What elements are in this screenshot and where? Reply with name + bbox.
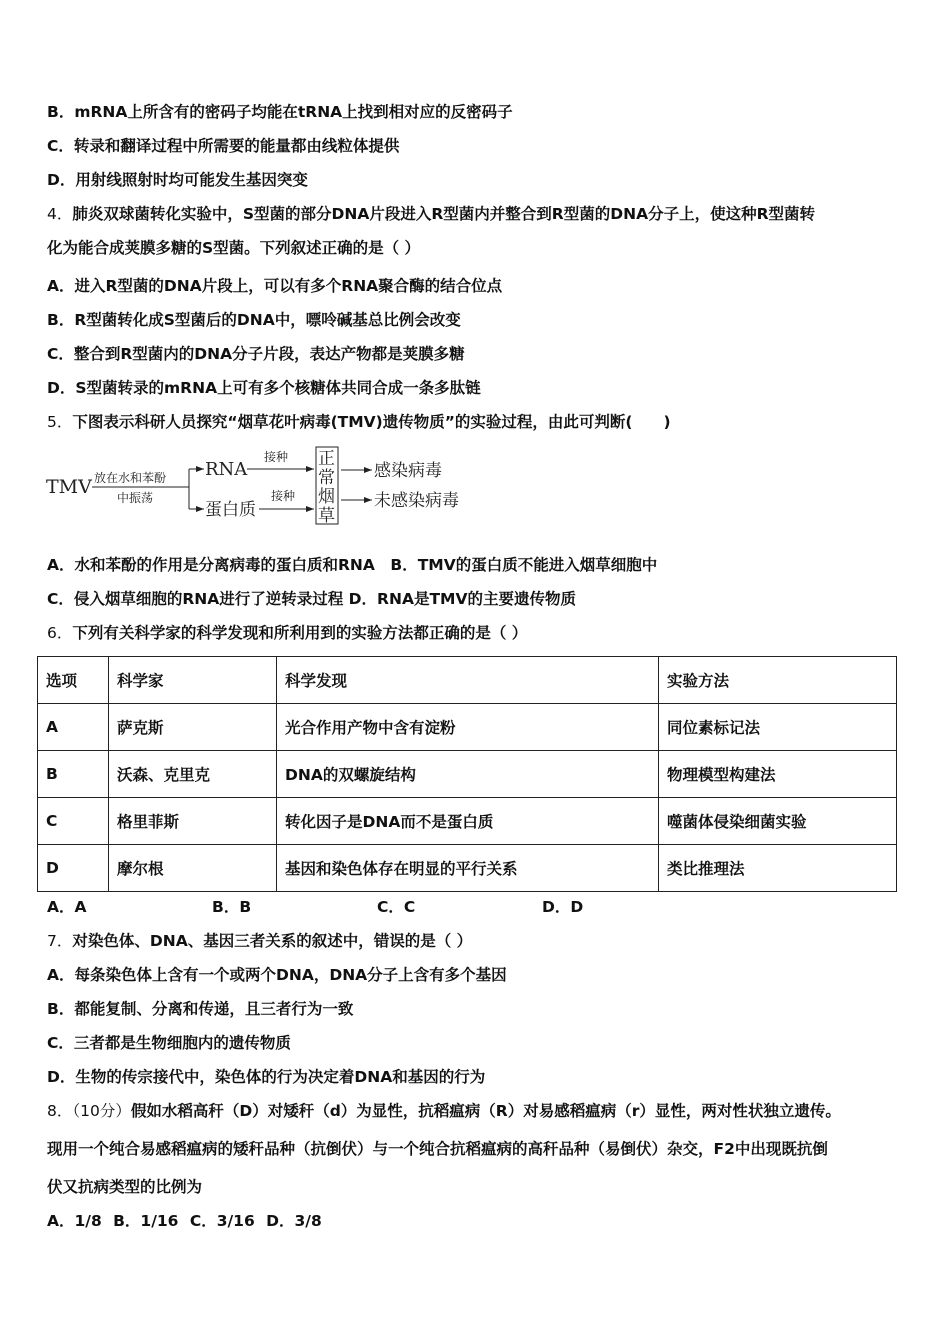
q7-option-d: D．生物的传宗接代中，染色体的行为决定着DNA和基因的行为	[47, 1068, 486, 1086]
q4-option-b: B．R型菌转化成S型菌后的DNA中，嘌呤碱基总比例会改变	[47, 311, 461, 329]
table-cell: 物理模型构建法	[659, 751, 897, 798]
q8-options: A．1/8 B．1/16 C．3/16 D．3/8	[47, 1212, 322, 1230]
table-cell: 摩尔根	[109, 845, 277, 892]
table-row	[38, 704, 897, 751]
table-cell: 沃森、克里克	[109, 751, 277, 798]
q6-stem-text: 下列有关科学家的科学发现和所利用到的实验方法都正确的是（ ）	[72, 624, 528, 642]
q8-stem-line1: 假如水稻高秆（D）对矮秆（d）为显性，抗稻瘟病（R）对易感稻瘟病（r）显性，两对性状独立遗传。	[130, 1102, 841, 1120]
q4-stem	[47, 204, 815, 224]
diagram-inoculate-1: 接种	[264, 450, 289, 464]
q6-options	[47, 897, 707, 917]
q5-options-cd: C．侵入烟草细胞的RNA进行了逆转录过程 D．RNA是TMV的主要遗传物质	[47, 590, 576, 608]
table-row	[38, 845, 897, 892]
diagram-treatment-top: 放在水和苯酚	[94, 471, 167, 485]
table-header: 科学家	[109, 657, 277, 704]
diagram-rna: RNA	[205, 459, 248, 480]
table-cell: 同位素标记法	[659, 704, 897, 751]
q8-stem-line2: 现用一个纯合易感稻瘟病的矮秆品种（抗倒伏）与一个纯合抗稻瘟病的高秆品种（易倒伏）杂交，F2中出现既抗倒	[47, 1140, 828, 1158]
table-cell: 噬菌体侵染细菌实验	[659, 798, 897, 845]
q4-option-d: D．S型菌转录的mRNA上可有多个核糖体共同合成一条多肽链	[47, 379, 481, 397]
diagram-box-char: 正	[318, 449, 335, 469]
table-cell: 格里菲斯	[109, 798, 277, 845]
q4-stem-line1: 肺炎双球菌转化实验中，S型菌的部分DNA片段进入R型菌内并整合到R型菌的DNA分子上，使这种R型菌转	[72, 205, 816, 223]
diagram-protein: 蛋白质	[205, 500, 256, 520]
table-cell: DNA的双螺旋结构	[277, 751, 659, 798]
q7-option-c: C．三者都是生物细胞内的遗传物质	[47, 1034, 291, 1052]
table-header-row	[38, 657, 897, 704]
q5-stem	[47, 412, 671, 432]
q6-option: B．B	[212, 898, 252, 916]
q7-stem-text: 对染色体、DNA、基因三者关系的叙述中，错误的是（ ）	[72, 932, 473, 950]
q7-option-a: A．每条染色体上含有一个或两个DNA，DNA分子上含有多个基因	[47, 966, 507, 984]
table-header: 科学发现	[277, 657, 659, 704]
q8-number: 8．（10分）	[47, 1102, 131, 1120]
q3-option-c: C．转录和翻译过程中所需要的能量都由线粒体提供	[47, 137, 400, 155]
q5-options-ab: A．水和苯酚的作用是分离病毒的蛋白质和RNA B．TMV的蛋白质不能进入烟草细胞中	[47, 556, 658, 574]
q5-stem-text: 下图表示科研人员探究“烟草花叶病毒(TMV)遗传物质”的实验过程，由此可判断( )	[72, 413, 671, 431]
diagram-inoculate-2: 接种	[271, 489, 296, 503]
q8-stem	[47, 1101, 841, 1121]
q7-stem	[47, 931, 472, 951]
table-row	[38, 798, 897, 845]
tmv-experiment-diagram	[44, 442, 484, 532]
q6-option: D．D	[542, 898, 584, 916]
q6-stem	[47, 623, 527, 643]
table-cell: 光合作用产物中含有淀粉	[277, 704, 659, 751]
q7-option-b: B．都能复制、分离和传递，且三者行为一致	[47, 1000, 354, 1018]
q4-option-c: C．整合到R型菌内的DNA分子片段，表达产物都是荚膜多糖	[47, 345, 465, 363]
diagram-infected: 感染病毒	[374, 461, 442, 481]
table-cell: A	[38, 704, 109, 751]
diagram-not-infected: 未感染病毒	[374, 491, 459, 511]
q6-option: C．C	[377, 898, 416, 916]
diagram-box-char: 烟	[318, 487, 335, 507]
q8-stem-line3: 伏又抗病类型的比例为	[47, 1178, 203, 1196]
q5-number: 5．	[47, 413, 73, 431]
table-row	[38, 751, 897, 798]
diagram-box-char: 常	[318, 468, 335, 488]
q3-option-b: B．mRNA上所含有的密码子均能在tRNA上找到相对应的反密码子	[47, 103, 513, 121]
q6-number: 6．	[47, 624, 73, 642]
table-cell: B	[38, 751, 109, 798]
q3-option-d: D．用射线照射时均可能发生基因突变	[47, 171, 308, 189]
table-cell: 类比推理法	[659, 845, 897, 892]
diagram-tmv: TMV	[46, 476, 92, 498]
q7-number: 7．	[47, 932, 73, 950]
table-cell: 基因和染色体存在明显的平行关系	[277, 845, 659, 892]
q4-option-a: A．进入R型菌的DNA片段上，可以有多个RNA聚合酶的结合位点	[47, 277, 503, 295]
diagram-treatment-bottom: 中振荡	[117, 491, 154, 505]
diagram-box-char: 草	[318, 506, 335, 526]
table-cell: 转化因子是DNA而不是蛋白质	[277, 798, 659, 845]
q6-table	[37, 656, 897, 892]
q4-number: 4．	[47, 205, 73, 223]
q6-option: A．A	[47, 898, 87, 916]
q4-stem-line2: 化为能合成荚膜多糖的S型菌。下列叙述正确的是（ ）	[47, 239, 421, 257]
table-header: 选项	[38, 657, 109, 704]
table-cell: 萨克斯	[109, 704, 277, 751]
table-cell: D	[38, 845, 109, 892]
table-header: 实验方法	[659, 657, 897, 704]
table-cell: C	[38, 798, 109, 845]
